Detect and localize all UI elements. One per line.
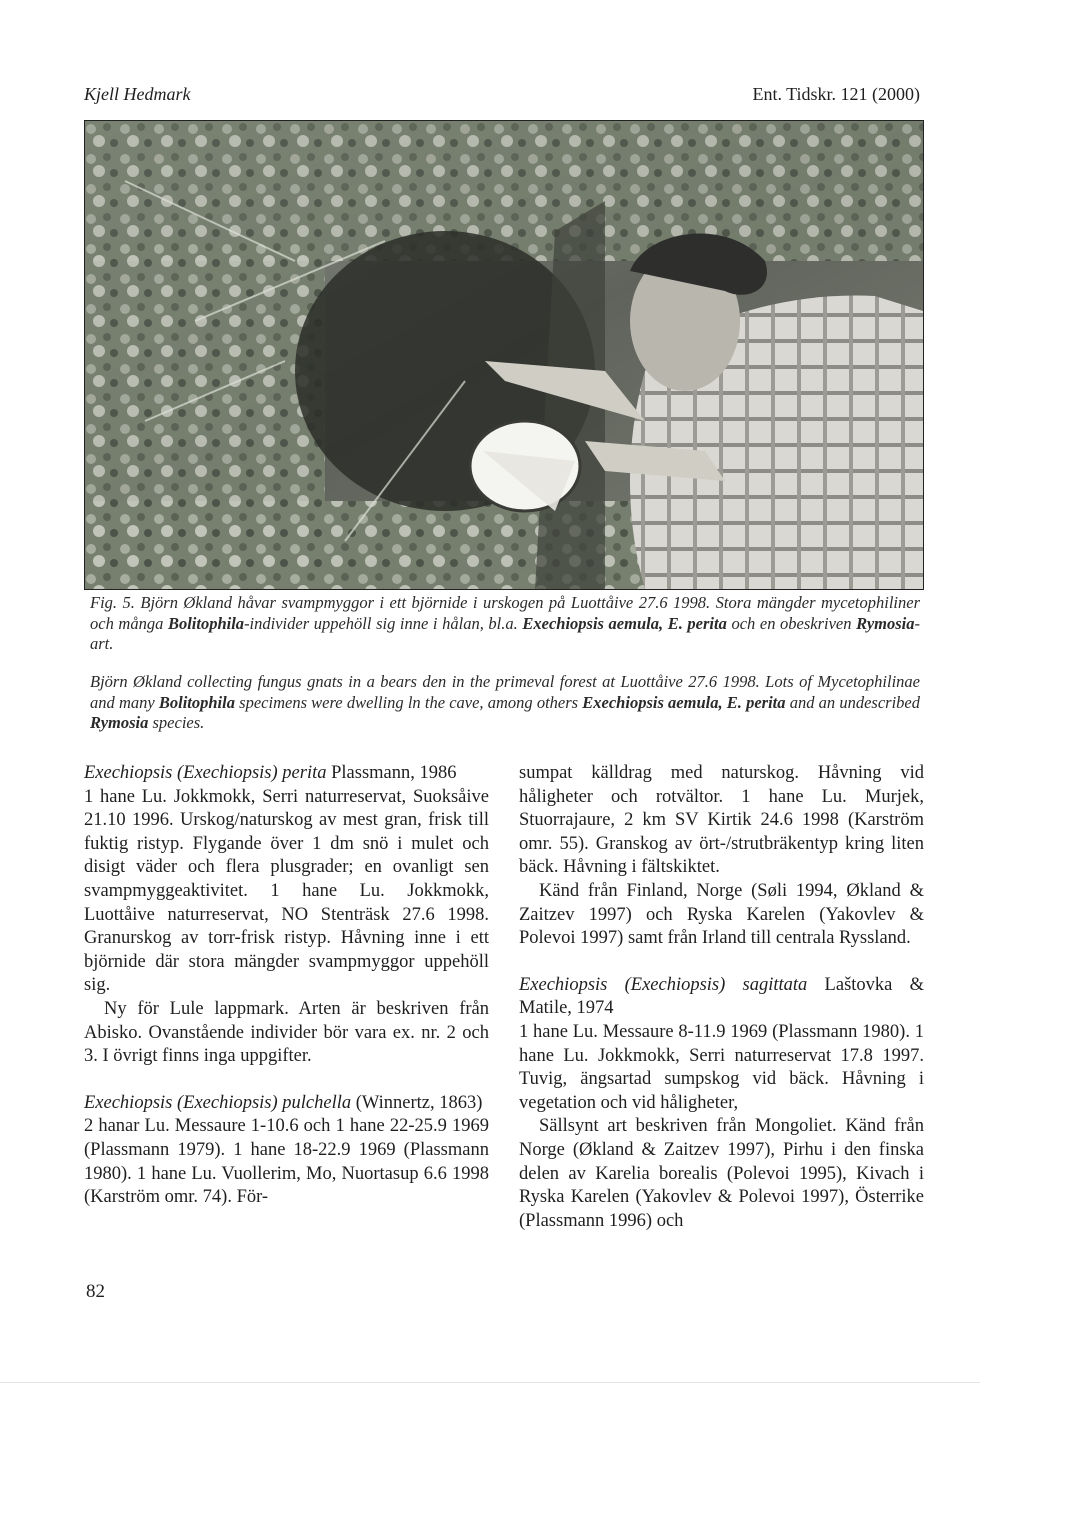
photo-illustration [85,121,923,589]
figure-photograph [84,120,924,590]
figure-caption-swedish [90,593,920,655]
caption-sv-text-1: Fig. 5. Björn Økland håvar svampmyggor i ett björnide i urskogen på Luottåive 27.6 1998. Stora mängder mycetophiliner och många [90,593,920,633]
species-author: (Winnertz, 1863) [351,1092,483,1113]
species-name: Exechiopsis (Exechiopsis) perita [84,763,327,783]
caption-en-taxon-bolitophila: Bolitophila [158,692,235,712]
caption-sv-taxon-bolitophila: Bolitophila [167,613,245,633]
scan-edge-divider [0,1382,980,1383]
caption-sv-text-2: -individer uppehöll sig inne i hålan, bl.a. [244,613,523,633]
paragraph: 1 hane Lu. Jokkmokk, Serri naturreservat, Suoksåive 21.10 1996. Urskog/naturskog av mest gran, frisk till fuktig ristyp. Flygande över 1 dm snö i mulet och disigt väder och flera plusgrader; en ovanligt sen svampmyggeaktivitet. 1 hane Lu. Jokkmokk, Luottåive naturreservat, NO Stenträsk 27.6 1998. Granurskog av torr-frisk ristyp. Håvning inne i ett björnide där stora mängder svampmyggor uppehöll sig. [84,786,489,996]
caption-en-taxon-exechiopsis: Exechiopsis aemula, E. perita [582,692,786,712]
figure-caption-english [90,672,920,734]
caption-en-text-3: and an undescribed [785,692,920,712]
page-number: 82 [86,1281,105,1302]
caption-en-text-2: specimens were dwelling ln the cave, among others [234,692,583,712]
paragraph: Känd från Finland, Norge (Søli 1994, Økland & Zaitzev 1997) och Ryska Karelen (Yakovlev & Polevoi 1997) samt från Irland till centrala Ryssland. [519,880,924,949]
running-head-author: Kjell Hedmark [84,84,191,104]
text-column-left [84,762,489,1210]
caption-sv-taxon-rymosia: Rymosia [856,613,915,633]
caption-en-text-1: Björn Økland collecting fungus gnats in a bears den in the primeval forest at Luottåive 27.6 1998. Lots of Mycetophilinae and many [90,672,920,712]
species-heading-sagittata [519,974,924,1021]
species-heading-pulchella [84,1092,489,1116]
caption-sv-taxon-exechiopsis: Exechiopsis aemula, E. perita [522,613,727,633]
text-column-right [519,762,924,1233]
caption-en-taxon-rymosia: Rymosia [90,713,149,732]
species-heading-perita [84,762,489,786]
caption-sv-text-3: och en obeskriven [726,613,857,633]
species-author: Laštovka & Matile, 1974 [519,974,925,1019]
caption-sv-text-4: -art. [90,613,920,653]
paragraph: 1 hane Lu. Messaure 8-11.9 1969 (Plassmann 1980). 1 hane Lu. Jokkmokk, Serri naturreservat 17.8 1997. Tuvig, ängsartad sumpskog vid bäck. Håvning i vegetation och vid håligheter, [519,1021,924,1113]
paragraph: sumpat källdrag med naturskog. Håvning vid håligheter och rotvältor. 1 hane Lu. Murjek, Stuorrajaure, 2 km SV Kirtik 24.6 1998 (Karström omr. 55). Granskog av ört-/strutbräkentyp kring liten bäck. Håvning i fältskiktet. [519,763,924,878]
species-name: Exechiopsis (Exechiopsis) sagittata [519,974,808,995]
running-head-journal: Ent. Tidskr. 121 (2000) [752,84,920,104]
species-name: Exechiopsis (Exechiopsis) pulchella [84,1092,352,1113]
paragraph: Ny för Lule lappmark. Arten är beskriven från Abisko. Ovanstående individer bör vara ex. nr. 2 och 3. I övrigt finns inga uppgifter. [84,998,489,1067]
caption-en-text-4: species. [148,713,205,732]
paragraph: Sällsynt art beskriven från Mongoliet. Känd från Norge (Økland & Zaitzev 1997), Pirhu i den finska delen av Karelia borealis (Polevoi 1995), Kivach i Ryska Karelen (Yakovlev & Polevoi 1997), Österrike (Plassmann 1996) och [519,1116,924,1231]
paragraph: 2 hanar Lu. Messaure 1-10.6 och 1 hane 22-25.9 1969 (Plassmann 1979). 1 hane 18-22.9 1969 (Plassmann 1980). 1 hane Lu. Vuollerim, Mo, Nuortasup 6.6 1998 (Karström omr. 74). För- [84,1116,489,1208]
species-author: Plassmann, 1986 [326,763,457,783]
